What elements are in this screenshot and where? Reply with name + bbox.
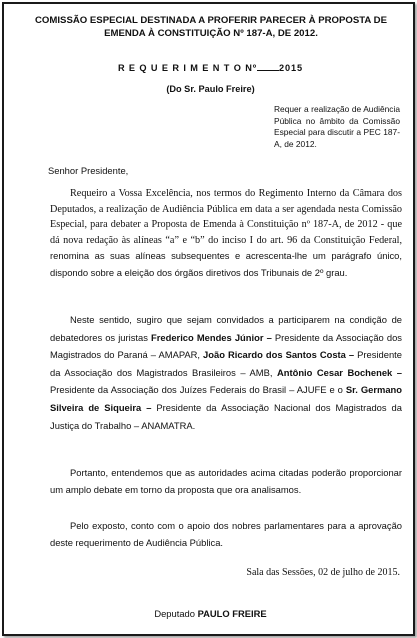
paragraph-conclusion: Portanto, entendemos que as autoridades acima citadas poderão proporcionar um amplo debate em torno da proposta que ora analisamos. [50,467,402,495]
signature-line [4,608,417,619]
debater-name-3: Antônio Cesar Bochenek – [276,366,402,378]
salutation: Senhor Presidente, [48,165,129,176]
paragraph-request-main: Requeiro a Vossa Excelência, nos termos do Regimento Interno da Câmara dos Deputados, a realização de Audiência Pública em data a ser agendada nesta Comissão Especial, para debater a Proposta de Emenda à Constituição nº 187-A, de 2012 - que dá nova redação às alíneas “a” e “b” do inciso I do art. 96 da Constituição Federal, [50,188,402,246]
debater-role-2: Presidente da Associação dos Magistrados Brasileiros – AMB, [50,349,402,378]
signer-name: PAULO FREIRE [197,608,267,619]
debater-name-4: Sr. Germano Silveira de Siqueira – [50,384,402,413]
requerimento-heading [4,61,417,73]
debaters-intro: Neste sentido, sugiro que sejam convidados a participarem na condição de debatedores os juristas [50,314,402,343]
debater-name-2: João Ricardo dos Santos Costa – [203,349,355,361]
number-blank [257,61,279,71]
debater-role-3: Presidente da Associação dos Juízes Federais do Brasil – AJUFE e o [50,384,346,396]
document-title: COMISSÃO ESPECIAL DESTINADA A PROFERIR PARECER À PROPOSTA DE EMENDA À CONSTITUIÇÃO Nº 187-A, DE 2012. [35,15,387,39]
signer-title: Deputado [154,608,198,619]
session-date: Sala das Sessões, 02 de julho de 2015. [246,567,400,578]
requerimento-label: R E Q U E R I M E N T O Nº [117,63,257,73]
author-line: (Do Sr. Paulo Freire) [166,84,255,94]
debater-name-1: Frederico Mendes Júnior – [151,331,272,343]
paragraph-request [50,186,402,281]
debater-role-4: Presidente da Associação Nacional dos Magistrados da Justiça do Trabalho – ANAMATRA. [50,401,402,431]
document-page [2,2,415,636]
paragraph-request-tail: renomina as suas alíneas subsequentes e acrescenta-lhe um parágrafo único, dispondo sobre a eleição dos órgãos diretivos dos Tribunais de 2º grau. [50,250,402,278]
requerimento-year: 2015 [279,63,304,73]
paragraph-debaters [50,311,402,434]
summary-text: Requer a realização de Audiência Pública no âmbito da Comissão Especial para discutir a PEC 187-A, de 2012. [274,104,400,149]
debater-role-1: Presidente da Associação dos Magistrados do Paraná – AMAPAR, [50,331,402,361]
paragraph-closing: Pelo exposto, conto com o apoio dos nobres parlamentares para a aprovação deste requerimento de Audiência Pública. [50,520,402,548]
